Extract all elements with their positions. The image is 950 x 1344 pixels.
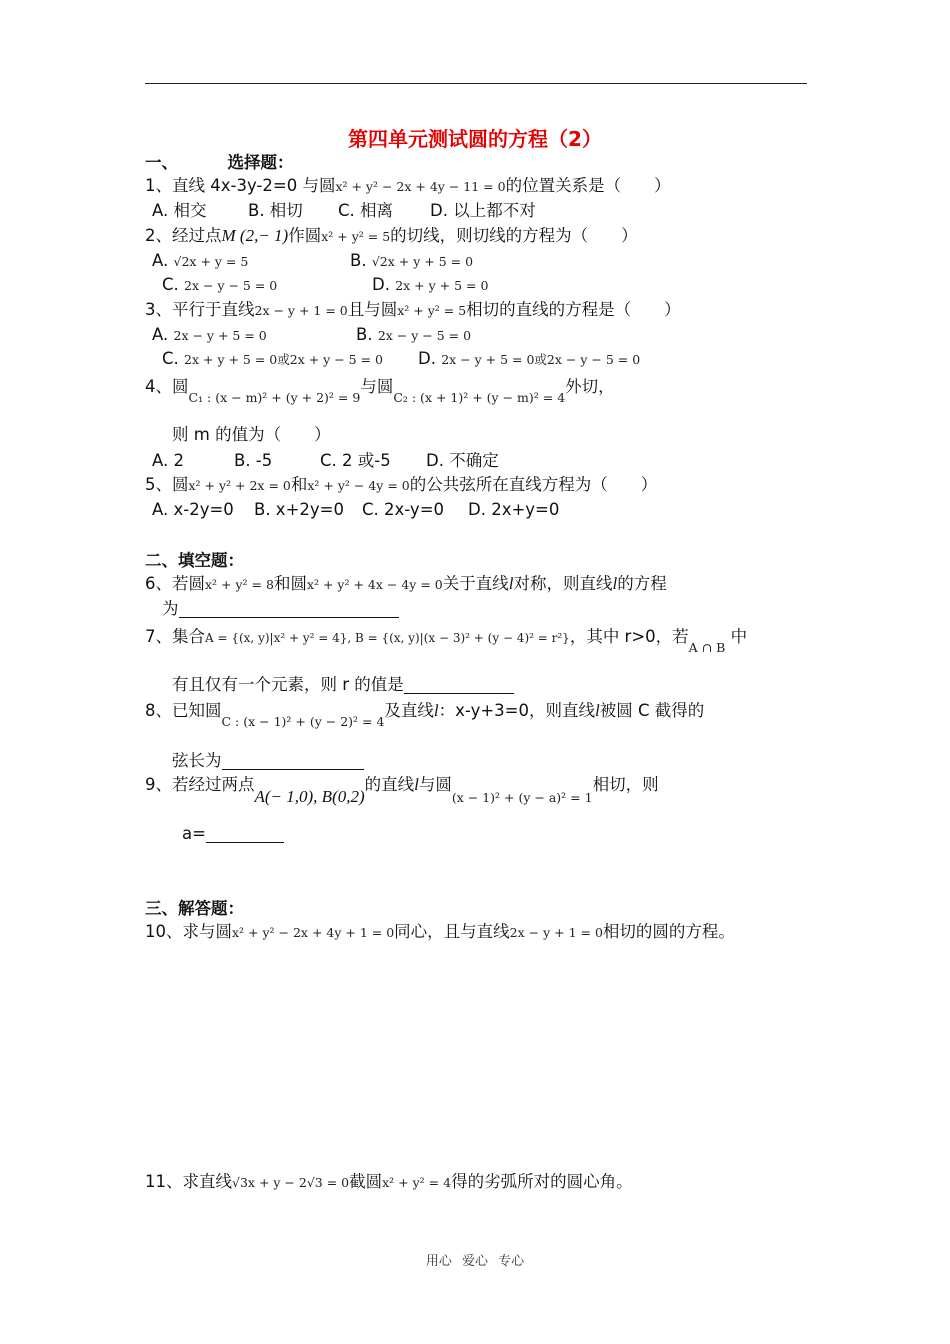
question-5 <box>145 474 657 497</box>
q8-prefix: 8、已知圆 <box>145 701 222 720</box>
section-fill-heading: 二、填空题： <box>145 551 244 570</box>
question-3 <box>145 299 681 322</box>
q5-mid: 和 <box>290 475 308 494</box>
q5-options <box>152 499 559 521</box>
q2-option-a-label: A. <box>152 251 169 270</box>
q2-prefix: 2、经过点 <box>145 226 222 245</box>
q2-point: M (2,− 1) <box>221 226 289 245</box>
q3-option-d-label: D. <box>418 349 436 368</box>
q5-circle-2: x² + y² − 4y = 0 <box>307 478 410 493</box>
q2-mid: 作圆 <box>288 226 322 245</box>
q5-prefix: 5、圆 <box>145 475 189 494</box>
q7-suffix: 中 <box>730 627 748 646</box>
q4-prefix: 4、圆 <box>145 377 189 396</box>
q3-options-row2 <box>162 348 640 371</box>
q1-options <box>152 200 536 222</box>
q8-answer-line <box>172 750 364 772</box>
q4-circle-2: C₂ : (x + 1)² + (y − m)² = 4 <box>393 390 566 405</box>
q2-suffix: 的切线，则切线的方程为（ ） <box>390 226 638 245</box>
q9-circle: (x − 1)² + (y − a)² = 1 <box>451 790 593 805</box>
q11-line: √3x + y − 2√3 = 0 <box>232 1175 350 1190</box>
q6-circle-1: x² + y² = 8 <box>205 577 274 592</box>
q3-prefix: 3、平行于直线 <box>145 300 255 319</box>
q7-prefix: 7、集合 <box>145 627 205 646</box>
q6-mid: 和圆 <box>273 574 307 593</box>
q2-option-c: 2x − y − 5 = 0 <box>184 278 278 293</box>
q10-line: 2x − y + 1 = 0 <box>509 925 603 940</box>
q6-line-symbol: l <box>508 574 514 593</box>
question-2 <box>145 225 638 248</box>
q4-option-d: D. 不确定 <box>426 451 499 470</box>
q4-mid: 与圆 <box>360 377 394 396</box>
q11-suffix: 得的劣弧所对的圆心角。 <box>451 1172 633 1191</box>
q9-line-symbol: l <box>414 775 419 794</box>
q9-answer-line <box>182 823 284 845</box>
q4-option-c: C. 2 或-5 <box>320 451 391 470</box>
q1-option-a: A. 相交 <box>152 201 207 220</box>
q9-answer-blank[interactable] <box>206 824 284 843</box>
q9-suffix: 相切，则 <box>592 775 659 794</box>
q3-line: 2x − y + 1 = 0 <box>254 303 348 318</box>
q2-option-a: √2x + y = 5 <box>173 254 249 269</box>
q4-options <box>152 450 499 472</box>
q7-line-2: 有且仅有一个元素，则 r 的值是 <box>172 675 404 694</box>
q5-option-b: B. x+2y=0 <box>254 500 344 519</box>
q2-option-b-label: B. <box>350 251 367 270</box>
q11-mid: 截圆 <box>349 1172 383 1191</box>
question-1 <box>145 175 671 198</box>
q9-prefix: 9、若经过两点 <box>145 775 255 794</box>
q2-options-row1 <box>152 250 473 273</box>
q8-answer-blank[interactable] <box>222 751 364 770</box>
q3-option-a: 2x − y + 5 = 0 <box>173 328 267 343</box>
section-choice-number: 一、 <box>145 153 178 172</box>
section-choice-heading <box>145 152 294 174</box>
q10-prefix: 10、求与圆 <box>145 922 232 941</box>
q4-option-b: B. -5 <box>234 451 273 470</box>
q9-mid-2: 与圆 <box>418 775 452 794</box>
q1-option-d: D. 以上都不对 <box>430 201 536 220</box>
q6-line-2: 为 <box>162 599 179 618</box>
q3-mid: 且与圆 <box>347 300 398 319</box>
q6-circle-2: x² + y² + 4x − 4y = 0 <box>306 577 443 592</box>
q10-mid: 同心，且与直线 <box>394 922 510 941</box>
q7-intersection: A ∩ B <box>688 640 726 655</box>
page-footer: 用心 爱心 专心 <box>425 1254 525 1269</box>
q7-sets: A = {(x, y)|x² + y² = 4}, B = {(x, y)|(x − 3)² + (y − 4)² = r²} <box>205 631 570 645</box>
q5-suffix: 的公共弦所在直线方程为（ ） <box>409 475 658 494</box>
q10-suffix: 相切的圆的方程。 <box>602 922 735 941</box>
q1-option-c: C. 相离 <box>338 201 394 220</box>
q3-option-b-label: B. <box>356 325 373 344</box>
q5-option-a: A. x-2y=0 <box>152 500 234 519</box>
section-answer-heading: 三、解答题： <box>145 899 244 918</box>
q6-answer-blank[interactable] <box>179 599 399 618</box>
q8-line-symbol-2: l <box>594 701 600 720</box>
question-9 <box>145 774 659 806</box>
q8-line-symbol: l <box>433 701 439 720</box>
q3-option-c-label: C. <box>162 349 179 368</box>
q6-mid-2: 关于直线 <box>442 574 509 593</box>
question-8 <box>145 700 705 729</box>
q2-option-d-label: D. <box>372 275 390 294</box>
q6-prefix: 6、若圆 <box>145 574 205 593</box>
header-rule <box>145 83 807 84</box>
question-11 <box>145 1171 633 1194</box>
q10-circle: x² + y² − 2x + 4y + 1 = 0 <box>232 925 395 940</box>
q4-suffix: 外切， <box>565 377 615 396</box>
q2-option-c-label: C. <box>162 275 179 294</box>
q1-math: x² + y² − 2x + 4y − 11 = 0 <box>335 179 506 194</box>
q3-option-c: 2x + y + 5 = 0或2x + y − 5 = 0 <box>184 352 383 367</box>
q3-options-row1 <box>152 324 471 347</box>
q9-line-2: a= <box>182 824 206 843</box>
q8-suffix: 被圆 C 截得的 <box>599 701 705 720</box>
q1-option-b: B. 相切 <box>248 201 303 220</box>
q4-line-2: 则 m 的值为（ ） <box>172 425 331 444</box>
q3-option-a-label: A. <box>152 325 169 344</box>
q6-mid-3: 对称，则直线 <box>513 574 613 593</box>
question-6 <box>145 573 667 596</box>
q4-circle-1: C₁ : (x − m)² + (y + 2)² = 9 <box>188 390 361 405</box>
q9-mid: 的直线 <box>364 775 415 794</box>
q3-circle: x² + y² = 5 <box>397 303 467 318</box>
q2-circle: x² + y² = 5 <box>321 229 391 244</box>
q11-circle: x² + y² = 4 <box>382 1175 452 1190</box>
q3-option-d: 2x − y + 5 = 0或2x − y − 5 = 0 <box>441 352 641 367</box>
q8-mid: 及直线 <box>384 701 434 720</box>
section-choice-label: 选择题： <box>227 153 294 172</box>
q3-option-b: 2x − y − 5 = 0 <box>377 328 472 343</box>
question-4 <box>145 376 615 405</box>
q7-answer-line <box>172 674 514 696</box>
q11-prefix: 11、求直线 <box>145 1172 232 1191</box>
q1-suffix: 的位置关系是（ ） <box>505 176 671 195</box>
q1-prefix: 1、直线 4x-3y-2=0 与圆 <box>145 176 336 195</box>
question-10 <box>145 921 735 944</box>
q6-suffix: 的方程 <box>617 574 667 593</box>
q8-line-2: 弦长为 <box>172 751 222 770</box>
q6-line-symbol-2: l <box>612 574 618 593</box>
q5-option-c: C. 2x-y=0 <box>362 500 445 519</box>
q3-suffix: 相切的直线的方程是（ ） <box>466 300 681 319</box>
q4-option-a: A. 2 <box>152 451 184 470</box>
q5-circle-1: x² + y² + 2x = 0 <box>188 478 291 493</box>
q9-points: A(− 1,0), B(0,2) <box>254 787 365 806</box>
q2-option-d: 2x + y + 5 = 0 <box>395 278 489 293</box>
q2-options-row2 <box>162 274 488 297</box>
q5-option-d: D. 2x+y=0 <box>468 500 560 519</box>
q7-mid: ，其中 r>0，若 <box>569 627 689 646</box>
q7-answer-blank[interactable] <box>404 675 514 694</box>
q6-answer-line <box>162 598 399 620</box>
q8-circle: C : (x − 1)² + (y − 2)² = 4 <box>221 714 385 729</box>
q2-option-b: √2x + y + 5 = 0 <box>371 254 474 269</box>
q8-mid-2: ：x-y+3=0，则直线 <box>438 701 595 720</box>
page-title: 第四单元测试圆的方程（2） <box>348 127 602 151</box>
question-7 <box>145 626 748 655</box>
